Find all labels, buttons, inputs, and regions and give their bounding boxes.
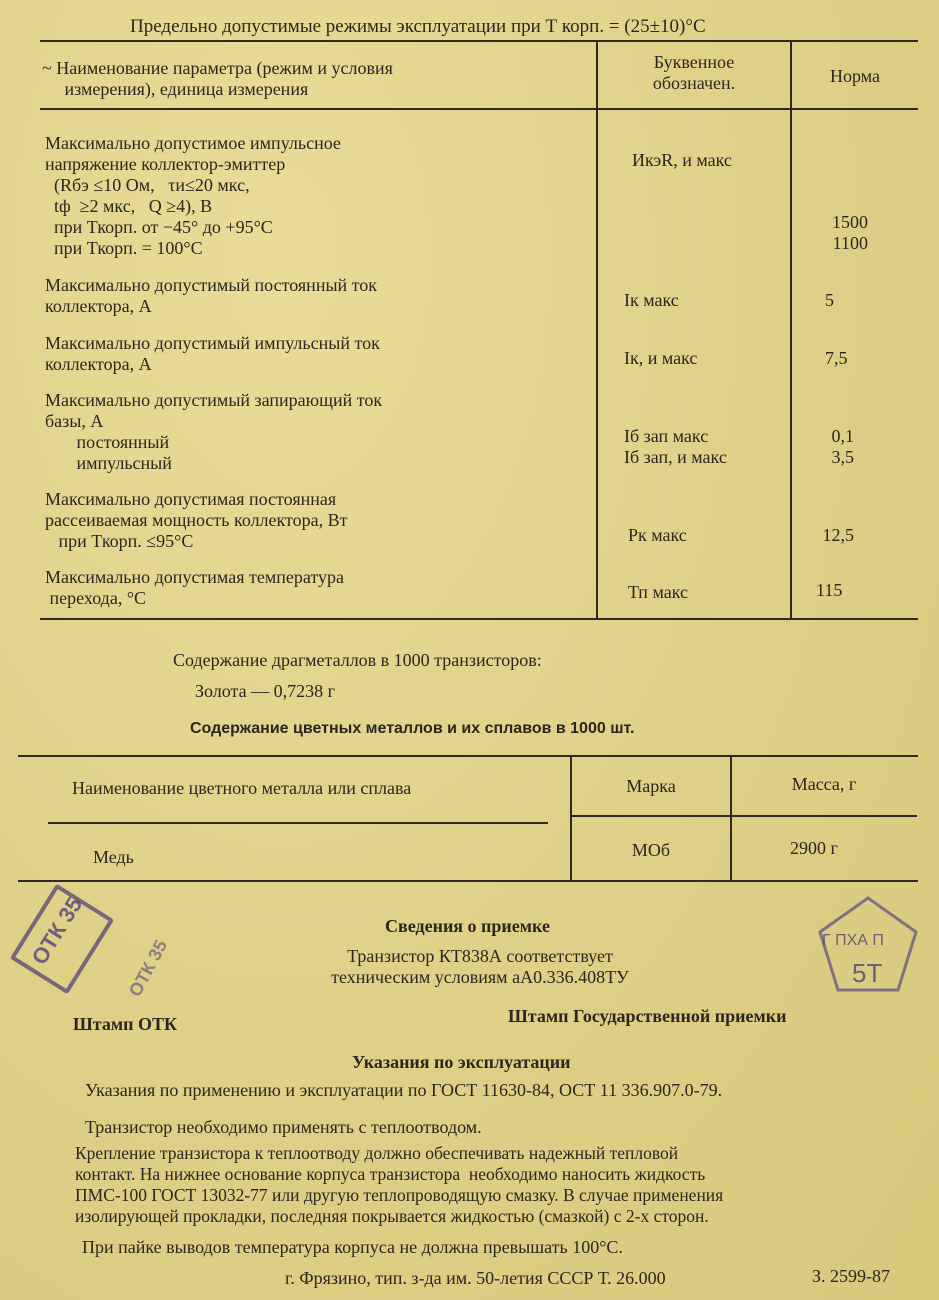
precious-metals-line: Содержание драгметаллов в 1000 транзисторов: (173, 650, 542, 670)
metals-top-rule (18, 755, 918, 757)
otk-stamp-2-text: ОТК 35 (124, 936, 172, 1000)
usage-p2: Транзистор необходимо применять с теплоотводом. (85, 1117, 482, 1137)
param-row-4-name: Максимально допустимый запирающий ток базы, А постоянный импульсный (45, 390, 383, 473)
gov-stamp-label: Штамп Государственной приемки (508, 1006, 787, 1026)
acceptance-text: Транзистор КТ838А соответствует техническим условиям аА0.336.408ТУ (331, 946, 629, 987)
gov-stamp-top-text: Г ПХА П (822, 932, 884, 949)
usage-p4: При пайке выводов температура корпуса не должна превышать 100°С. (82, 1237, 623, 1257)
param-row-2-name: Максимально допустимый постоянный ток коллектора, А (45, 275, 378, 316)
acceptance-title: Сведения о приемке (385, 916, 550, 936)
printer-info: г. Фрязино, тип. з-да им. 50-летия СССР Т. 26.000 (285, 1268, 666, 1288)
col-divider-2 (790, 42, 792, 618)
metals-col-divider-2 (730, 757, 732, 880)
table-header-rule (40, 108, 918, 110)
header-symbol: Буквенное обозначен. (652, 52, 736, 93)
usage-title: Указания по эксплуатации (352, 1052, 571, 1072)
param-row-3-symbol: Iк, и макс (624, 348, 698, 368)
param-row-3-norm: 7,5 (825, 348, 848, 368)
param-row-1-name: Максимально допустимое импульсное напряжение коллектор-эмиттер (Rбэ ≤10 Ом, τи≤20 мкс, tф ≥2 мкс, Q ≥4), В при Ткорп. от −45° до +95°С при Ткорп. = 100°С (45, 133, 341, 258)
metal-row-name: Медь (93, 847, 134, 867)
param-row-4-norm-b: 3,5 (831, 447, 854, 467)
param-row-6-name: Максимально допустимая температура перехода, °С (45, 567, 344, 608)
metal-row-brand: МОб (631, 840, 671, 860)
param-row-4-norm-a: 0,1 (831, 426, 854, 446)
param-row-6-symbol: Тп макс (628, 582, 688, 602)
otk-stamp-label: Штамп ОТК (73, 1014, 178, 1034)
param-row-2-symbol: Iк макс (624, 290, 679, 310)
param-row-6-norm: 115 (816, 580, 843, 600)
metals-header-name: Наименование цветного металла или сплава (72, 778, 412, 798)
param-row-5-name: Максимально допустимая постоянная рассеиваемая мощность коллектора, Вт при Ткорп. ≤95°С (45, 489, 348, 551)
header-param-name: ~ Наименование параметра (режим и условия измерения), единица измерения (42, 58, 393, 99)
col-divider-1 (596, 42, 598, 618)
otk-stamp-text: ОТК 35 (26, 892, 88, 969)
param-row-5-symbol: Рк макс (628, 525, 687, 545)
metals-col-divider-1 (570, 757, 572, 880)
page-title: Предельно допустимые режимы эксплуатации при Т корп. = (25±10)°С (130, 16, 706, 37)
usage-p1: Указания по применению и эксплуатации по ГОСТ 11630-84, ОСТ 11 336.907.0-79. (85, 1080, 723, 1100)
header-norm: Норма (830, 66, 880, 86)
metals-header-mass: Масса, г (791, 774, 857, 794)
param-row-3-name: Максимально допустимый импульсный ток коллектора, А (45, 333, 380, 374)
param-row-1-norm-b: 1100 (832, 233, 868, 253)
param-row-4-symbol: Iб зап макс Iб зап, и макс (624, 426, 727, 467)
metals-title: Содержание цветных металлов и их сплавов в 1000 шт. (190, 720, 635, 737)
metal-row-mass: 2900 г (790, 838, 838, 858)
param-row-1-norm-a: 1500 (832, 212, 868, 232)
metals-header-brand: Марка (626, 776, 676, 796)
order-number: З. 2599-87 (812, 1266, 891, 1286)
gov-stamp-number: 5Т (852, 958, 883, 988)
metals-bottom-rule (18, 880, 918, 882)
usage-p3: Крепление транзистора к теплоотводу должно обеспечивать надежный тепловой контакт. На нижнее основание корпуса транзистора необходимо наносить жидкость ПМС-100 ГОСТ 13032-77 или другую теплопроводящую смазку. В случае применения изолирующей прокладки, последняя покрывается жидкостью (смазкой) с 2-х сторон. (75, 1143, 724, 1226)
metals-header-rule (48, 822, 548, 824)
table-bottom-rule (40, 618, 918, 620)
gold-content: Золота — 0,7238 г (195, 681, 335, 701)
param-row-1-symbol: ИкэR, и макс (632, 150, 732, 170)
table-top-rule (40, 40, 918, 42)
param-row-5-norm: 12,5 (822, 525, 854, 545)
metals-header-rule-right (572, 815, 917, 817)
param-row-2-norm: 5 (825, 290, 834, 310)
